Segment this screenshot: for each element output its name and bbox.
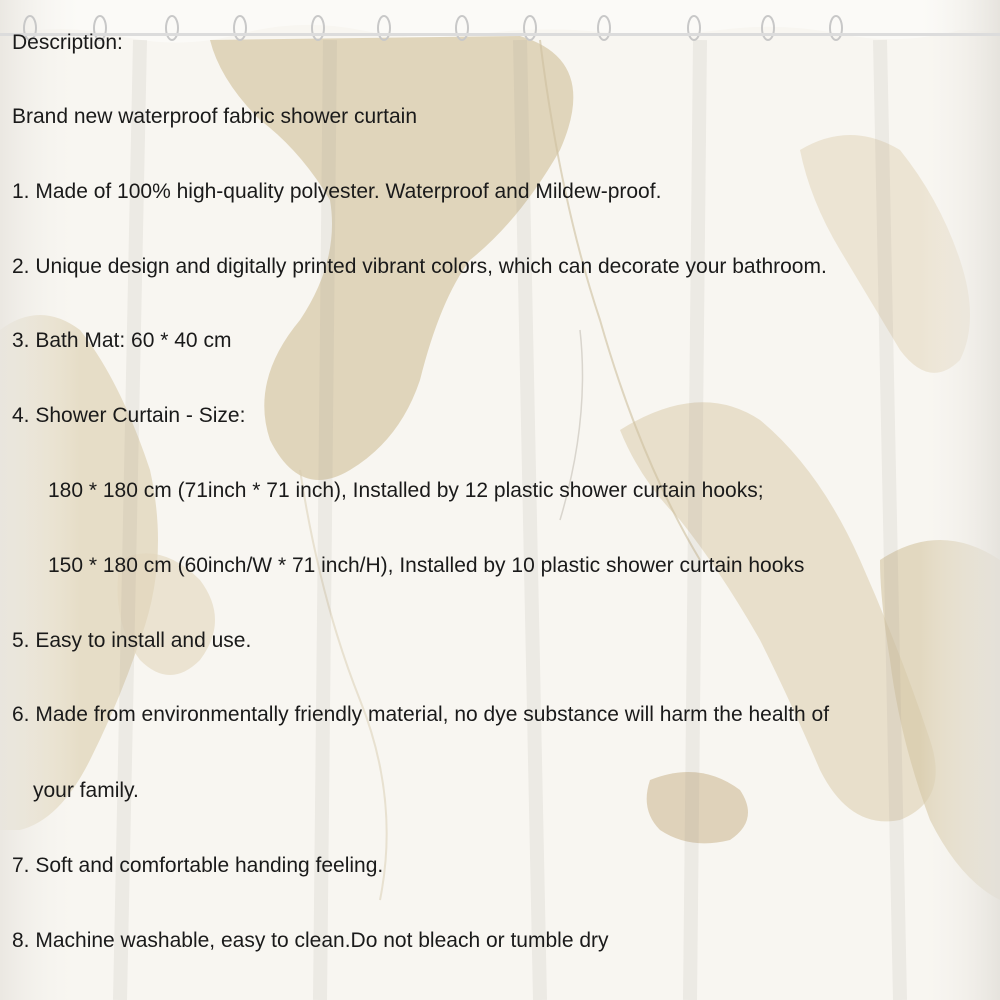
list-item-8: 8. Machine washable, easy to clean.Do not bleach or tumble dry: [12, 929, 609, 952]
list-item-1: 1. Made of 100% high-quality polyester. Waterproof and Mildew-proof.: [12, 180, 662, 203]
list-item-5: 5. Easy to install and use.: [12, 629, 252, 652]
list-item-2: 2. Unique design and digitally printed vibrant colors, which can decorate your bathroom.: [12, 255, 827, 278]
list-item-7: 7. Soft and comfortable handing feeling.: [12, 854, 384, 877]
list-item-4-size-180: 180 * 180 cm (71inch * 71 inch), Installed by 12 plastic shower curtain hooks;: [48, 479, 764, 502]
list-item-6: 6. Made from environmentally friendly material, no dye substance will harm the health of: [12, 703, 830, 726]
list-item-4-size-150: 150 * 180 cm (60inch/W * 71 inch/H), Installed by 10 plastic shower curtain hooks: [48, 554, 805, 577]
description-heading: Description:: [12, 31, 123, 54]
list-item-3: 3. Bath Mat: 60 * 40 cm: [12, 329, 232, 352]
list-item-4: 4. Shower Curtain - Size:: [12, 404, 246, 427]
curtain-rod: [0, 33, 1000, 36]
list-item-6-continued: your family.: [33, 779, 139, 802]
intro-line: Brand new waterproof fabric shower curtain: [12, 105, 418, 128]
